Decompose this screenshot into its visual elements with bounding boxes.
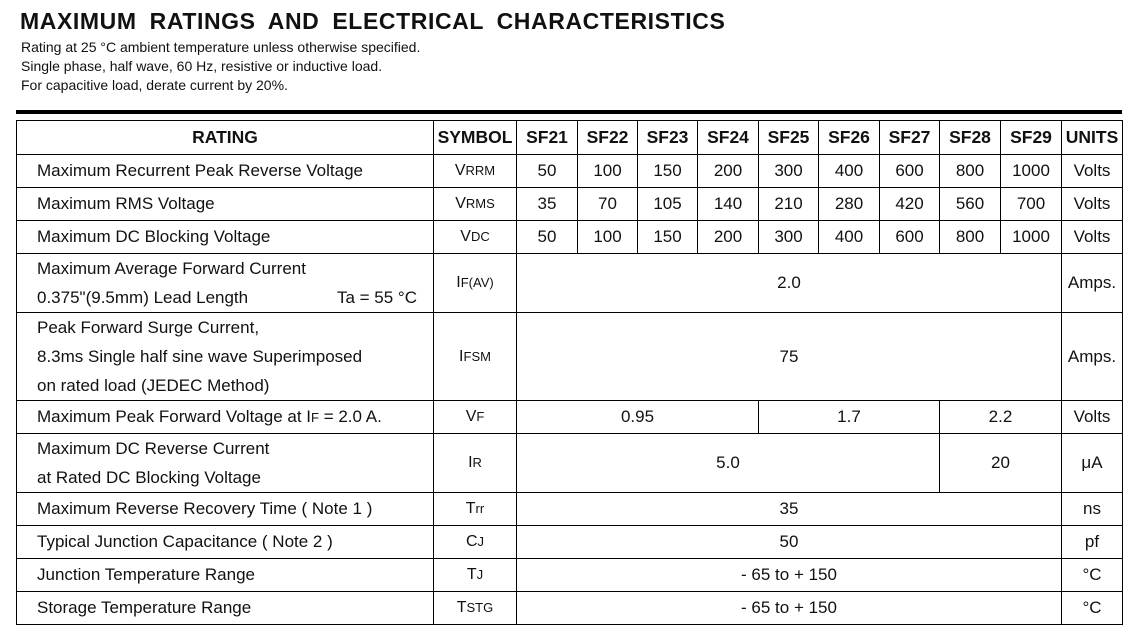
rating-sub: F [311,410,319,425]
symbol-main: V [455,195,466,212]
unit-cell: Volts [1062,221,1123,254]
note-line-1: Rating at 25 °C ambient temperature unless otherwise specified. [21,39,421,55]
symbol-main: I [456,274,461,291]
value-cell-sf24: 200 [698,155,759,188]
symbol-sub: FSM [463,348,491,364]
symbol-sub: R [472,455,482,470]
symbol-sub: F [476,409,485,424]
symbol-main: C [465,533,478,550]
value-cell-all: - 65 to + 150 [517,592,1062,625]
value-cell-sf22: 100 [578,155,638,188]
unit-cell: Amps. [1062,254,1123,313]
note-line-2: Single phase, half wave, 60 Hz, resistive or inductive load. [21,58,383,74]
symbol-main: T [465,500,476,517]
unit-cell: °C [1062,559,1123,592]
value-cell-sf24: 200 [698,221,759,254]
symbol-main: T [466,566,477,583]
rating-cell: Maximum Recurrent Peak Reverse Voltage [17,155,434,188]
rating-cell: Maximum RMS Voltage [17,188,434,221]
table-row-cj [17,526,1123,559]
value-cell-sf27: 600 [880,221,940,254]
symbol-cell [434,221,517,254]
symbol-sub: RMS [465,196,495,211]
page-title: MAXIMUM RATINGS AND ELECTRICAL CHARACTERISTICS [20,8,726,34]
value-cell-sf27: 420 [880,188,940,221]
value-cell-sf28-sf29: 20 [940,434,1062,493]
rating-cell: Maximum DC Blocking Voltage [17,221,434,254]
value-cell-sf28: 560 [940,188,1001,221]
divider [16,110,1122,114]
value-cell-sf26: 280 [819,188,880,221]
symbol-cell [434,313,517,401]
col-header-sf26: SF26 [819,121,880,155]
rating-line-3: on rated load (JEDEC Method) [37,376,270,395]
value-cell-sf25: 300 [759,155,819,188]
rating-line-2 [37,283,433,312]
value-cell-all: 75 [517,313,1062,401]
table-row-vrrm [17,155,1123,188]
symbol-main: V [465,408,477,425]
rating-line-1: Peak Forward Surge Current, [37,318,260,337]
unit-cell: Volts [1062,401,1123,434]
symbol-main: V [460,228,471,245]
header-row [17,121,1123,155]
col-header-symbol: SYMBOL [434,121,517,155]
value-cell-sf21: 50 [517,155,578,188]
table-row-ir [17,434,1123,493]
value-cell-sf29: 700 [1001,188,1062,221]
symbol-cell [434,254,517,313]
symbol-sub: DC [470,229,490,244]
col-header-sf25: SF25 [759,121,819,155]
col-header-sf21: SF21 [517,121,578,155]
symbol-sub: F(AV) [460,275,494,290]
symbol-cell [434,434,517,493]
symbol-main: I [468,454,473,471]
condition-text: Ta = 55 °C [336,288,417,307]
value-cell-sf23: 150 [638,221,698,254]
unit-cell: pf [1062,526,1123,559]
symbol-main: V [454,162,466,179]
col-header-sf22: SF22 [578,121,638,155]
rating-cell [17,434,434,493]
ratings-table [16,120,1123,625]
value-cell-sf29: 1000 [1001,155,1062,188]
symbol-cell [434,493,517,526]
value-cell-sf23: 150 [638,155,698,188]
col-header-sf29: SF29 [1001,121,1062,155]
rating-cell: Storage Temperature Range [17,592,434,625]
unit-cell: Volts [1062,188,1123,221]
value-cell-sf28-sf29: 2.2 [940,401,1062,434]
lead-length-text: 0.375"(9.5mm) Lead Length [37,288,249,307]
table-row-tj [17,559,1123,592]
value-cell-sf25-sf27: 1.7 [759,401,940,434]
table-row-trr [17,493,1123,526]
rating-cell [17,254,434,313]
unit-cell: Volts [1062,155,1123,188]
symbol-cell [434,155,517,188]
rating-cell [17,313,434,401]
table-row-ifav [17,254,1123,313]
table-row-vrms [17,188,1123,221]
value-cell-sf29: 1000 [1001,221,1062,254]
rating-line-2: 8.3ms Single half sine wave Superimposed [37,347,363,366]
rating-cell: Typical Junction Capacitance ( Note 2 ) [17,526,434,559]
note-line-3: For capacitive load, derate current by 20%. [21,77,288,93]
value-cell-sf21-sf24: 0.95 [517,401,759,434]
table-row-vf [17,401,1123,434]
unit-cell: ns [1062,493,1123,526]
col-header-rating: RATING [17,121,434,155]
value-cell-sf22: 100 [578,221,638,254]
value-cell-sf26: 400 [819,155,880,188]
table-row-vdc [17,221,1123,254]
value-cell-sf23: 105 [638,188,698,221]
symbol-cell [434,188,517,221]
rating-cell [17,401,434,434]
rating-prefix: Maximum Peak Forward Voltage at I [37,407,312,426]
value-cell-all: 50 [517,526,1062,559]
symbol-sub: STG [466,600,494,615]
unit-cell: Amps. [1062,313,1123,401]
rating-cell: Maximum Reverse Recovery Time ( Note 1 ) [17,493,434,526]
col-header-sf23: SF23 [638,121,698,155]
value-cell-all: 35 [517,493,1062,526]
rating-line-1: Maximum DC Reverse Current [37,439,270,458]
value-cell-all: 2.0 [517,254,1062,313]
symbol-main: T [456,599,467,616]
value-cell-sf21-sf27: 5.0 [517,434,940,493]
value-cell-sf22: 70 [578,188,638,221]
col-header-sf27: SF27 [880,121,940,155]
col-header-sf28: SF28 [940,121,1001,155]
value-cell-sf28: 800 [940,155,1001,188]
rating-suffix: = 2.0 A. [318,407,382,426]
symbol-cell [434,401,517,434]
symbol-sub: RRM [465,163,496,178]
unit-cell: °C [1062,592,1123,625]
value-cell-sf21: 35 [517,188,578,221]
symbol-cell [434,592,517,625]
value-cell-sf25: 210 [759,188,819,221]
rating-line-2: at Rated DC Blocking Voltage [37,468,261,487]
value-cell-all: - 65 to + 150 [517,559,1062,592]
value-cell-sf26: 400 [819,221,880,254]
rating-line-1: Maximum Average Forward Current [37,259,306,278]
symbol-cell [434,559,517,592]
value-cell-sf27: 600 [880,155,940,188]
rating-cell: Junction Temperature Range [17,559,434,592]
value-cell-sf28: 800 [940,221,1001,254]
col-header-units: UNITS [1062,121,1123,155]
symbol-sub: rr [475,501,485,516]
value-cell-sf21: 50 [517,221,578,254]
symbol-cell [434,526,517,559]
symbol-main: I [459,347,464,365]
symbol-sub: J [476,567,484,582]
value-cell-sf25: 300 [759,221,819,254]
value-cell-sf24: 140 [698,188,759,221]
unit-cell: μA [1062,434,1123,493]
col-header-sf24: SF24 [698,121,759,155]
table-row-ifsm [17,313,1123,401]
symbol-sub: J [477,534,485,549]
table-row-tstg [17,592,1123,625]
